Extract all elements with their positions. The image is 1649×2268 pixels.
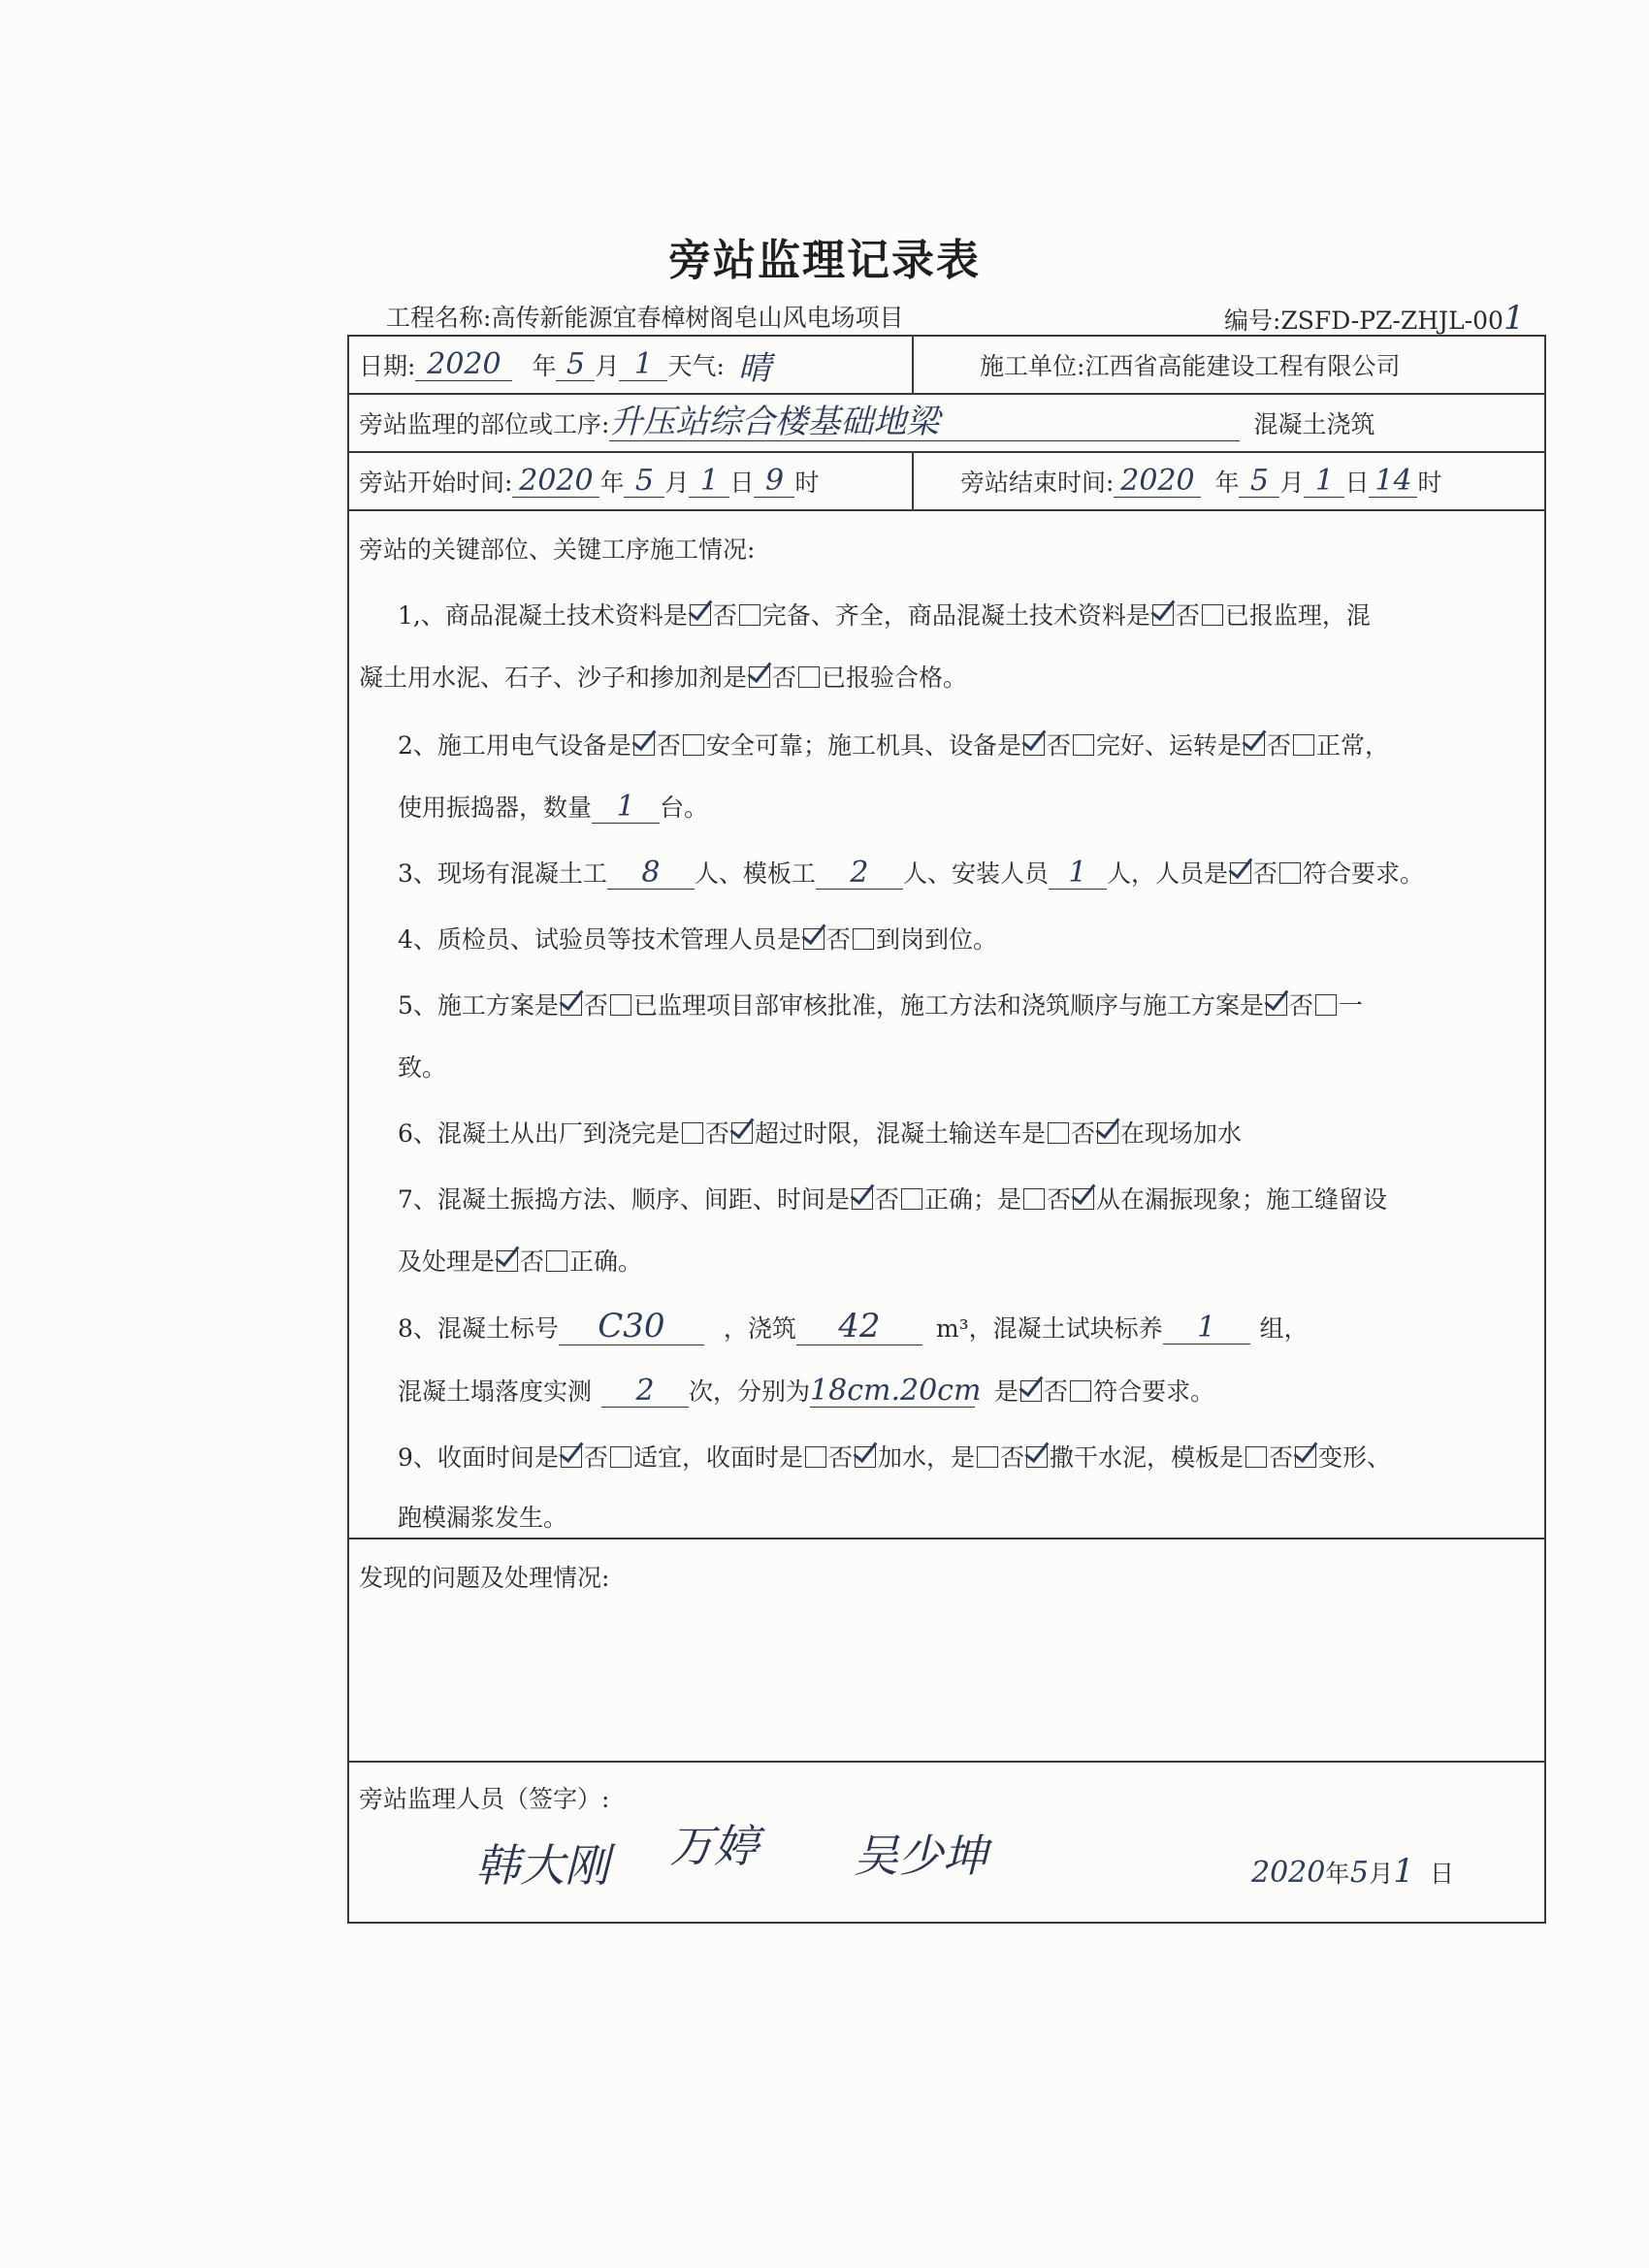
code-handwritten: 1	[1503, 299, 1525, 338]
checkbox-yes[interactable]	[1244, 734, 1265, 756]
form-text: 混凝土塌落度实测	[398, 1377, 593, 1406]
form-text: 加水，是	[877, 1443, 975, 1472]
checkbox-no[interactable]	[1295, 1446, 1316, 1468]
checkbox-yes[interactable]	[633, 734, 655, 756]
signers-label: 旁站监理人员（签字）:	[359, 1785, 610, 1813]
no-label: 否	[1046, 1185, 1071, 1214]
fill-blank	[624, 465, 664, 498]
item-2-line-1	[398, 727, 1389, 761]
form-text: 安全可靠；施工机具、设备是	[705, 731, 1021, 760]
checkbox-no[interactable]	[683, 734, 704, 756]
checkbox-yes[interactable]	[1245, 1446, 1267, 1468]
form-text: 符合要求。	[1093, 1377, 1215, 1406]
checkbox-yes[interactable]	[977, 1446, 998, 1468]
checkbox-yes[interactable]	[497, 1250, 518, 1272]
part-suffix: 混凝土浇筑	[1253, 410, 1375, 438]
form-text: 组，	[1259, 1314, 1309, 1343]
item-7-line-2	[398, 1243, 642, 1278]
no-label: 否	[999, 1443, 1024, 1472]
checkbox-no[interactable]	[1073, 1188, 1094, 1210]
form-text: 一	[1338, 991, 1363, 1020]
item-3	[398, 855, 1424, 890]
checkbox-no[interactable]	[546, 1250, 567, 1272]
form-text: 否	[712, 601, 737, 630]
form-text: 符合要求。	[1302, 859, 1424, 888]
form-text: 年	[1325, 1860, 1350, 1888]
fill-blank	[689, 465, 729, 498]
form-text	[816, 857, 903, 890]
concrete-grade: C30	[598, 1307, 665, 1345]
no-label: 否	[1175, 601, 1200, 630]
form-text: 变形、	[1318, 1443, 1392, 1472]
column-divider	[912, 453, 914, 509]
checkbox-no[interactable]	[1279, 862, 1301, 884]
checkbox-yes[interactable]	[1023, 1188, 1045, 1210]
date-row	[349, 337, 1544, 395]
checkbox-no[interactable]	[1097, 1122, 1118, 1144]
no-label: 否	[583, 1443, 608, 1472]
checkbox-yes[interactable]	[749, 666, 770, 688]
item-6	[398, 1115, 1242, 1150]
end-year: 2020	[1120, 464, 1195, 498]
fill-blank	[754, 465, 794, 498]
unit-label: 施工单位:	[980, 352, 1085, 380]
start-hour: 9	[764, 464, 785, 498]
checkbox-no[interactable]	[1315, 994, 1337, 1016]
item-9-line-2: 跑模漏浆发生。	[398, 1504, 568, 1532]
form-text: 正确；是	[923, 1185, 1021, 1214]
no-label: 否	[1288, 991, 1313, 1020]
form-text: 4、质检员、试验员等技术管理人员是	[398, 925, 801, 954]
no-label: 否	[1252, 859, 1277, 888]
start-day-unit: 日	[729, 469, 755, 497]
checkbox-yes[interactable]	[1266, 994, 1287, 1016]
checkbox-no[interactable]	[610, 1446, 631, 1468]
slump-tests: 2	[635, 1374, 655, 1408]
date-year: 2020	[427, 347, 501, 381]
page-title: 旁站监理记录表	[668, 236, 981, 285]
fill-blank	[609, 402, 1240, 441]
checkbox-no[interactable]	[1070, 1380, 1091, 1402]
start-time-cell	[359, 453, 820, 509]
item-4	[398, 921, 997, 956]
form-text	[559, 1309, 704, 1345]
form-text: 人、安装人员	[902, 859, 1049, 888]
no-label: 否	[1070, 1119, 1095, 1148]
checkbox-no[interactable]	[739, 604, 760, 626]
form-text: 日	[1430, 1860, 1455, 1888]
form-text: 次，分别为	[689, 1377, 811, 1406]
form-text: 9、收面时间是	[398, 1443, 559, 1472]
fill-blank	[1304, 465, 1344, 498]
end-time-cell	[960, 453, 1442, 509]
no-label: 否	[520, 1247, 545, 1276]
end-year-unit: 年	[1214, 469, 1240, 497]
form-text: 完备、齐全，商品混凝土技术资料是	[761, 601, 1150, 630]
start-label: 旁站开始时间:	[359, 469, 513, 497]
unit-value: 江西省高能建设工程有限公司	[1084, 352, 1401, 380]
form-text	[1049, 857, 1107, 890]
form-text: 已报监理，混	[1224, 601, 1371, 630]
item-1-line-2	[359, 659, 967, 694]
form-text	[1163, 1312, 1250, 1345]
project-value: 高传新能源宜春樟树阁皂山风电场项目	[491, 304, 904, 332]
item-9-line-1	[398, 1439, 1391, 1474]
date-label: 日期:	[359, 352, 416, 380]
no-label: 否	[827, 1443, 853, 1472]
signature-2: 万婷	[669, 1820, 759, 1872]
form-text: 3、现场有混凝土工	[398, 859, 607, 888]
fill-blank	[1369, 465, 1417, 498]
checkbox-yes[interactable]	[561, 994, 582, 1016]
item-8-line-1	[398, 1309, 1309, 1345]
form-text: 8、混凝土标号	[398, 1314, 559, 1343]
item-5-line-1	[398, 987, 1363, 1021]
end-month-unit: 月	[1279, 469, 1305, 497]
column-divider	[912, 337, 914, 393]
date-cell	[359, 337, 771, 393]
form-text: 正常，	[1316, 731, 1390, 760]
slump-values: 18cm.20cm	[810, 1374, 982, 1408]
form-text: 人，人员是	[1106, 859, 1228, 888]
year-unit: 年	[532, 352, 557, 380]
form-text: 2、施工用电气设备是	[398, 731, 631, 760]
formwork-workers: 2	[850, 856, 869, 890]
test-block-groups: 1	[1197, 1311, 1216, 1345]
form-text: 人、模板工	[694, 859, 816, 888]
document-code	[1224, 299, 1525, 338]
concrete-workers: 8	[641, 856, 661, 890]
item-7-line-1	[398, 1181, 1387, 1215]
code-printed: ZSFD-PZ-ZHJL-00	[1280, 307, 1504, 335]
unit-cell	[980, 337, 1400, 393]
installers: 1	[1068, 856, 1087, 890]
signature-1: 韩大刚	[475, 1839, 609, 1892]
form-text: ，浇筑	[723, 1314, 796, 1343]
item-2-line-2	[398, 789, 708, 824]
signature-3: 吴少坤	[854, 1830, 987, 1882]
form-text: 撒干水泥，模板是	[1050, 1443, 1245, 1472]
end-hour-unit: 时	[1417, 469, 1442, 497]
checkbox-yes[interactable]	[561, 1446, 582, 1468]
form-text	[796, 1309, 922, 1345]
checkbox-yes[interactable]	[1230, 862, 1251, 884]
checkbox-no[interactable]	[1293, 734, 1314, 756]
checkbox-yes[interactable]	[852, 1188, 873, 1210]
form-text: 已监理项目部审核批准，施工方法和浇筑顺序与施工方案是	[632, 991, 1264, 1020]
form-text: 在现场加水	[1119, 1119, 1242, 1148]
no-label: 否	[1269, 1443, 1294, 1472]
fill-blank	[512, 465, 599, 498]
form-text: 凝土用水泥、石子、沙子和掺加剂是	[359, 664, 748, 692]
checkbox-no[interactable]	[853, 928, 874, 950]
checkbox-yes[interactable]	[1152, 604, 1174, 626]
checkbox-yes[interactable]	[1023, 734, 1045, 756]
checkbox-no[interactable]	[610, 994, 631, 1016]
no-label: 否	[874, 1185, 899, 1214]
form-text: 台。	[660, 794, 709, 822]
checkbox-no[interactable]	[901, 1188, 922, 1210]
item-8-line-2	[398, 1373, 1214, 1408]
form-text: 超过时限，混凝土输送车是	[754, 1119, 1046, 1148]
signature-section	[349, 1763, 1544, 1922]
fill-blank	[1239, 465, 1279, 498]
checkbox-no[interactable]	[798, 666, 820, 688]
sign-date	[1251, 1852, 1454, 1891]
problems-section	[349, 1539, 1544, 1763]
form-text: 适宜，收面时是	[632, 1443, 803, 1472]
form-text: 1,、商品混凝土技术资料是	[398, 601, 688, 630]
no-label: 否	[1266, 731, 1291, 760]
fill-blank	[1114, 465, 1201, 498]
sign-day: 1	[1393, 1852, 1415, 1891]
no-label: 否	[1046, 731, 1071, 760]
date-day: 1	[633, 347, 654, 381]
form-text: 月	[1369, 1860, 1394, 1888]
form-text: 6、混凝土从出厂到浇完是	[398, 1119, 680, 1148]
vibrator-qty: 1	[616, 790, 635, 824]
weather-value: 晴	[737, 348, 771, 388]
time-row	[349, 453, 1544, 511]
form-text: 7、混凝土振捣方法、顺序、间距、时间是	[398, 1185, 850, 1214]
form-text	[607, 857, 695, 890]
form-text	[601, 1375, 689, 1408]
weather-label: 天气:	[667, 352, 725, 380]
form-text: 已报验合格。	[822, 664, 968, 692]
no-label: 否	[772, 664, 797, 692]
checkbox-no[interactable]	[855, 1446, 876, 1468]
checkbox-yes[interactable]	[682, 1122, 703, 1144]
form-text	[592, 791, 660, 824]
part-cell	[359, 395, 1374, 451]
form-text: m³，混凝土试块标养	[935, 1314, 1163, 1343]
checkbox-no[interactable]	[731, 1122, 753, 1144]
checkbox-yes[interactable]	[1048, 1122, 1069, 1144]
end-day-unit: 日	[1344, 469, 1370, 497]
form-text: 到岗到位。	[875, 925, 997, 954]
checkbox-no[interactable]	[1202, 604, 1223, 626]
start-month: 5	[634, 464, 654, 498]
item-5-line-2: 致。	[398, 1053, 447, 1082]
checkbox-yes[interactable]	[1020, 1380, 1042, 1402]
end-day: 1	[1314, 464, 1335, 498]
start-day: 1	[699, 464, 720, 498]
no-label: 否	[656, 731, 681, 760]
sign-year: 2020	[1251, 1856, 1326, 1890]
no-label: 否	[704, 1119, 729, 1148]
form-text: 从在漏振现象；施工缝留设	[1095, 1185, 1387, 1214]
start-month-unit: 月	[664, 469, 690, 497]
form-text	[810, 1374, 982, 1408]
checkbox-no[interactable]	[1026, 1446, 1048, 1468]
project-name	[386, 299, 903, 334]
no-label: 否	[825, 925, 851, 954]
date-month: 5	[566, 347, 585, 381]
start-hour-unit: 时	[794, 469, 820, 497]
part-label: 旁站监理的部位或工序:	[359, 410, 610, 438]
form-text: 完好、运转是	[1095, 731, 1242, 760]
checkbox-no[interactable]	[1073, 734, 1094, 756]
form-text: 5、施工方案是	[398, 991, 559, 1020]
fill-blank	[415, 348, 512, 381]
item-1-line-1	[398, 597, 1371, 632]
part-handwritten: 升压站综合楼基础地梁	[609, 402, 940, 441]
checkbox-yes[interactable]	[805, 1446, 826, 1468]
part-row	[349, 395, 1544, 453]
end-hour: 14	[1374, 464, 1412, 498]
problems-label: 发现的问题及处理情况:	[359, 1564, 610, 1592]
key-situation-section	[349, 511, 1544, 1539]
start-year: 2020	[519, 464, 594, 498]
fill-blank	[619, 348, 667, 381]
end-label: 旁站结束时间:	[960, 469, 1115, 497]
start-year-unit: 年	[599, 469, 625, 497]
record-form	[347, 335, 1546, 1924]
checkbox-yes[interactable]	[690, 604, 711, 626]
sign-month: 5	[1349, 1856, 1369, 1890]
project-label: 工程名称:	[386, 304, 492, 332]
pour-volume: 42	[838, 1307, 881, 1345]
code-label: 编号:	[1224, 307, 1281, 335]
no-label: 否	[583, 991, 608, 1020]
form-text: 正确。	[569, 1247, 643, 1276]
fill-blank	[556, 348, 595, 381]
no-label: 否	[1044, 1377, 1069, 1406]
month-unit: 月	[595, 352, 620, 380]
form-text: 及处理是	[398, 1247, 496, 1276]
form-text: 使用振捣器，数量	[398, 794, 593, 822]
checkbox-yes[interactable]	[803, 928, 824, 950]
end-month: 5	[1249, 464, 1269, 498]
form-text: 是	[994, 1377, 1019, 1406]
key-heading: 旁站的关键部位、关键工序施工情况:	[359, 535, 756, 564]
